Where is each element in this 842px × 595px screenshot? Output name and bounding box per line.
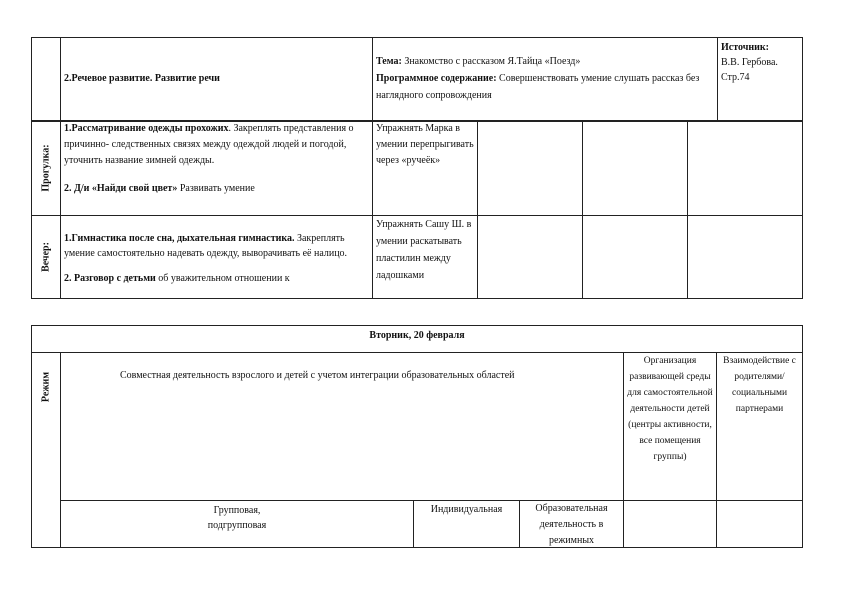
evening-empty-2 bbox=[583, 216, 688, 299]
joint-activity-cell bbox=[61, 353, 624, 501]
evening-individual-cell bbox=[373, 216, 478, 299]
plan-table-monday bbox=[31, 37, 803, 122]
theme-cell bbox=[373, 38, 718, 122]
section-title: 2.Речевое развитие. Развитие речи bbox=[64, 73, 220, 84]
individual-cell bbox=[414, 501, 520, 548]
date-cell bbox=[32, 326, 803, 353]
evening-individual-text: Упражнять Сашу Ш. в умении раскатывать пластилин между ладошками bbox=[376, 219, 472, 281]
evening-item1-title: 1.Гимнастика после сна, дыхательная гимнастика. bbox=[64, 233, 295, 244]
date-heading: Вторник, 20 февраля bbox=[369, 330, 465, 341]
evening-label: Вечер: bbox=[40, 242, 52, 272]
walk-label-cell bbox=[32, 121, 61, 216]
env-empty bbox=[624, 501, 717, 548]
walk-individual-text: Упражнять Марка в умении перепрыгивать через «ручеёк» bbox=[376, 123, 474, 166]
plan-table-tuesday bbox=[31, 325, 803, 548]
source-author: В.В. Гербова. bbox=[721, 57, 778, 68]
individual-header: Индивидуальная bbox=[430, 504, 503, 515]
group-line2: подгрупповая bbox=[207, 520, 267, 531]
educational-cell bbox=[520, 501, 624, 548]
group-cell bbox=[61, 501, 414, 548]
evening-item1-text: Закреплять умение самостоятельно надевать одежду, выворачивать её налицо. bbox=[64, 233, 348, 259]
evening-activities-cell bbox=[61, 216, 373, 299]
program-text: Совершенствовать умение слушать рассказ без наглядного сопровождения bbox=[376, 73, 700, 101]
walk-individual-cell bbox=[373, 121, 478, 216]
source-page: Стр.74 bbox=[721, 72, 750, 83]
group-line1: Групповая, bbox=[213, 505, 261, 516]
parents-text: Взаимодействие с родителями/ социальными партнерами bbox=[723, 356, 796, 414]
evening-empty-1 bbox=[478, 216, 583, 299]
environment-text: Организация развивающей среды для самостоятельной деятельности детей (центры активности, все помещения группы) bbox=[627, 356, 713, 462]
section-cell bbox=[61, 38, 373, 122]
parents-empty bbox=[717, 501, 803, 548]
empty-cell bbox=[32, 38, 61, 122]
theme-label: Тема: bbox=[376, 56, 402, 67]
walk-item2-title: 2. Д/и «Найди свой цвет» bbox=[64, 183, 178, 194]
source-cell bbox=[718, 38, 803, 122]
evening-item2-title: 2. Разговор с детьми bbox=[64, 273, 156, 284]
walk-empty-1 bbox=[478, 121, 583, 216]
walk-empty-2 bbox=[583, 121, 688, 216]
source-label: Источник: bbox=[721, 42, 769, 53]
joint-activity-text: Совместная деятельность взрослого и детей с учетом интеграции образовательных областей bbox=[120, 370, 515, 381]
walk-item1-title: 1.Рассматривание одежды прохожих bbox=[64, 123, 229, 134]
program-label: Программное содержание: bbox=[376, 73, 497, 84]
evening-label-cell bbox=[32, 216, 61, 299]
evening-item2-text: об уважительном отношении к bbox=[155, 273, 290, 284]
walk-item1-text: . Закреплять представления о причинно- следственных связях между одеждой людей и погодой, уточнить название зимней одежды. bbox=[64, 123, 354, 166]
walk-empty-3 bbox=[688, 121, 803, 216]
theme-text: Знакомство с рассказом Я.Тайца «Поезд» bbox=[401, 56, 581, 67]
mode-label: Режим bbox=[40, 371, 52, 403]
walk-label: Прогулка: bbox=[40, 144, 52, 192]
evening-empty-3 bbox=[688, 216, 803, 299]
walk-activities-cell bbox=[61, 121, 373, 216]
plan-table-walk-evening bbox=[31, 120, 803, 299]
mode-label-cell bbox=[32, 353, 61, 548]
parents-cell bbox=[717, 353, 803, 501]
environment-cell bbox=[624, 353, 717, 501]
walk-item2-text: Развивать умение bbox=[177, 183, 255, 194]
educational-header: Образовательная деятельность в режимных bbox=[535, 503, 608, 546]
